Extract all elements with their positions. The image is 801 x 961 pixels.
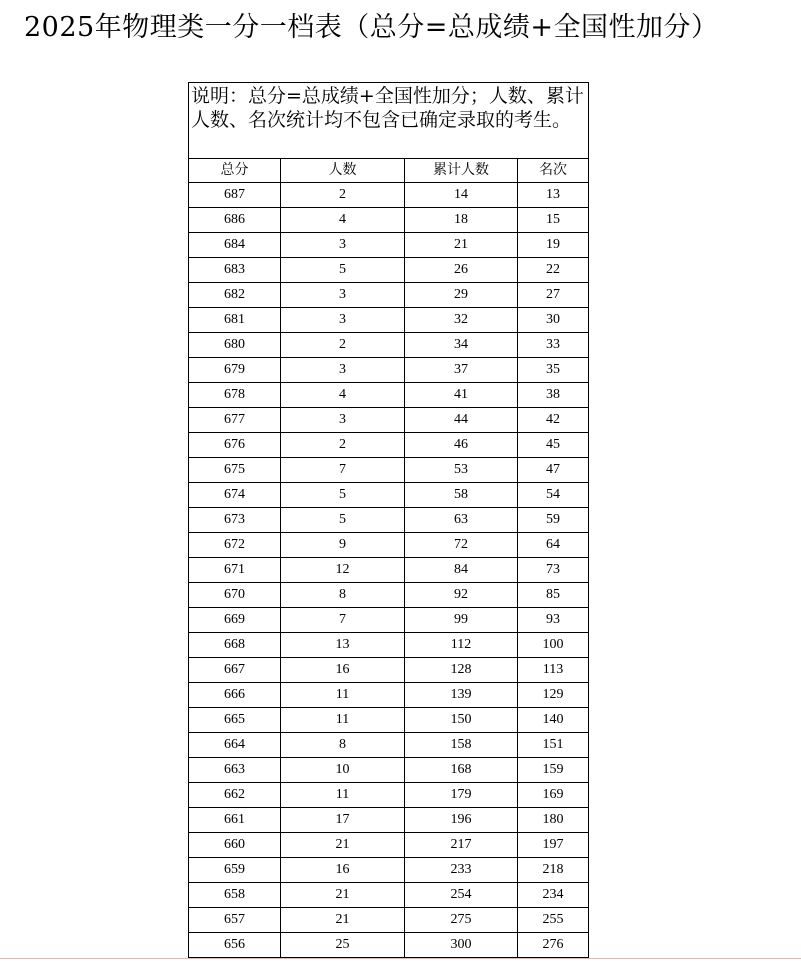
cell-count: 4 <box>281 208 405 233</box>
note-row <box>189 83 589 159</box>
cell-rank: 140 <box>518 708 589 733</box>
cell-total-score: 658 <box>189 883 281 908</box>
cell-total-score: 663 <box>189 758 281 783</box>
table-row <box>189 508 589 533</box>
cell-cumulative-count: 112 <box>405 633 518 658</box>
cell-rank: 73 <box>518 558 589 583</box>
cell-count: 5 <box>281 483 405 508</box>
cell-total-score: 687 <box>189 183 281 208</box>
cell-rank: 13 <box>518 183 589 208</box>
table-row <box>189 658 589 683</box>
cell-total-score: 678 <box>189 383 281 408</box>
cell-rank: 255 <box>518 908 589 933</box>
cell-total-score: 670 <box>189 583 281 608</box>
page-bottom-divider <box>0 958 801 959</box>
cell-count: 2 <box>281 183 405 208</box>
cell-total-score: 662 <box>189 783 281 808</box>
cell-cumulative-count: 21 <box>405 233 518 258</box>
cell-cumulative-count: 53 <box>405 458 518 483</box>
cell-cumulative-count: 72 <box>405 533 518 558</box>
table-row <box>189 908 589 933</box>
cell-rank: 159 <box>518 758 589 783</box>
cell-cumulative-count: 41 <box>405 383 518 408</box>
cell-count: 4 <box>281 383 405 408</box>
cell-total-score: 661 <box>189 808 281 833</box>
cell-rank: 45 <box>518 433 589 458</box>
header-row <box>189 159 589 183</box>
table-row <box>189 408 589 433</box>
cell-cumulative-count: 254 <box>405 883 518 908</box>
table-row <box>189 783 589 808</box>
cell-rank: 129 <box>518 683 589 708</box>
cell-cumulative-count: 150 <box>405 708 518 733</box>
cell-total-score: 665 <box>189 708 281 733</box>
cell-count: 3 <box>281 308 405 333</box>
cell-count: 3 <box>281 358 405 383</box>
cell-cumulative-count: 63 <box>405 508 518 533</box>
table-row <box>189 258 589 283</box>
cell-total-score: 683 <box>189 258 281 283</box>
cell-cumulative-count: 34 <box>405 333 518 358</box>
cell-cumulative-count: 179 <box>405 783 518 808</box>
cell-rank: 54 <box>518 483 589 508</box>
cell-total-score: 686 <box>189 208 281 233</box>
cell-total-score: 673 <box>189 508 281 533</box>
cell-cumulative-count: 196 <box>405 808 518 833</box>
cell-cumulative-count: 46 <box>405 433 518 458</box>
column-header-count: 人数 <box>281 159 405 183</box>
cell-total-score: 672 <box>189 533 281 558</box>
cell-count: 8 <box>281 583 405 608</box>
cell-count: 10 <box>281 758 405 783</box>
cell-total-score: 682 <box>189 283 281 308</box>
cell-count: 5 <box>281 258 405 283</box>
cell-rank: 38 <box>518 383 589 408</box>
table-row <box>189 858 589 883</box>
cell-cumulative-count: 275 <box>405 908 518 933</box>
cell-cumulative-count: 217 <box>405 833 518 858</box>
table-row <box>189 383 589 408</box>
cell-cumulative-count: 92 <box>405 583 518 608</box>
cell-total-score: 669 <box>189 608 281 633</box>
cell-rank: 180 <box>518 808 589 833</box>
cell-rank: 30 <box>518 308 589 333</box>
cell-rank: 59 <box>518 508 589 533</box>
cell-count: 5 <box>281 508 405 533</box>
table-row <box>189 883 589 908</box>
table-row <box>189 433 589 458</box>
cell-count: 8 <box>281 733 405 758</box>
cell-rank: 93 <box>518 608 589 633</box>
table-note: 说明：总分=总成绩+全国性加分；人数、累计人数、名次统计均不包含已确定录取的考生。 <box>189 83 589 159</box>
cell-total-score: 664 <box>189 733 281 758</box>
cell-cumulative-count: 58 <box>405 483 518 508</box>
cell-count: 21 <box>281 883 405 908</box>
column-header-rank: 名次 <box>518 159 589 183</box>
cell-rank: 64 <box>518 533 589 558</box>
table-row <box>189 608 589 633</box>
cell-rank: 276 <box>518 933 589 958</box>
cell-count: 9 <box>281 533 405 558</box>
cell-rank: 113 <box>518 658 589 683</box>
cell-total-score: 681 <box>189 308 281 333</box>
cell-count: 12 <box>281 558 405 583</box>
cell-rank: 169 <box>518 783 589 808</box>
cell-total-score: 675 <box>189 458 281 483</box>
table-body <box>189 183 589 958</box>
cell-cumulative-count: 44 <box>405 408 518 433</box>
cell-cumulative-count: 32 <box>405 308 518 333</box>
table-row <box>189 558 589 583</box>
cell-count: 3 <box>281 233 405 258</box>
cell-rank: 218 <box>518 858 589 883</box>
table-row <box>189 458 589 483</box>
cell-total-score: 679 <box>189 358 281 383</box>
cell-cumulative-count: 300 <box>405 933 518 958</box>
cell-count: 21 <box>281 908 405 933</box>
table-row <box>189 333 589 358</box>
cell-count: 7 <box>281 458 405 483</box>
cell-count: 16 <box>281 858 405 883</box>
cell-count: 2 <box>281 433 405 458</box>
cell-rank: 197 <box>518 833 589 858</box>
cell-total-score: 671 <box>189 558 281 583</box>
cell-count: 25 <box>281 933 405 958</box>
cell-count: 21 <box>281 833 405 858</box>
cell-cumulative-count: 168 <box>405 758 518 783</box>
cell-count: 16 <box>281 658 405 683</box>
cell-cumulative-count: 37 <box>405 358 518 383</box>
score-distribution-table <box>188 82 589 958</box>
cell-rank: 27 <box>518 283 589 308</box>
cell-cumulative-count: 84 <box>405 558 518 583</box>
table-row <box>189 833 589 858</box>
page-title: 2025年物理类一分一档表（总分=总成绩+全国性加分） <box>24 12 719 43</box>
cell-cumulative-count: 158 <box>405 733 518 758</box>
cell-rank: 35 <box>518 358 589 383</box>
table-row <box>189 708 589 733</box>
cell-count: 3 <box>281 283 405 308</box>
cell-rank: 85 <box>518 583 589 608</box>
cell-rank: 100 <box>518 633 589 658</box>
table-row <box>189 483 589 508</box>
table-row <box>189 358 589 383</box>
cell-total-score: 666 <box>189 683 281 708</box>
table-row <box>189 208 589 233</box>
cell-rank: 42 <box>518 408 589 433</box>
cell-cumulative-count: 26 <box>405 258 518 283</box>
cell-total-score: 684 <box>189 233 281 258</box>
column-header-cumulative-count: 累计人数 <box>405 159 518 183</box>
cell-total-score: 668 <box>189 633 281 658</box>
table-row <box>189 533 589 558</box>
table-row <box>189 183 589 208</box>
cell-count: 13 <box>281 633 405 658</box>
cell-rank: 19 <box>518 233 589 258</box>
cell-total-score: 660 <box>189 833 281 858</box>
table-row <box>189 933 589 958</box>
table-row <box>189 283 589 308</box>
table-row <box>189 683 589 708</box>
table-row <box>189 733 589 758</box>
table-row <box>189 308 589 333</box>
cell-cumulative-count: 233 <box>405 858 518 883</box>
cell-count: 11 <box>281 683 405 708</box>
cell-count: 11 <box>281 708 405 733</box>
cell-count: 7 <box>281 608 405 633</box>
cell-count: 17 <box>281 808 405 833</box>
score-table-container <box>188 82 588 958</box>
cell-total-score: 656 <box>189 933 281 958</box>
cell-count: 3 <box>281 408 405 433</box>
cell-cumulative-count: 18 <box>405 208 518 233</box>
cell-cumulative-count: 99 <box>405 608 518 633</box>
table-row <box>189 583 589 608</box>
cell-total-score: 677 <box>189 408 281 433</box>
table-row <box>189 808 589 833</box>
cell-rank: 47 <box>518 458 589 483</box>
cell-total-score: 657 <box>189 908 281 933</box>
cell-rank: 22 <box>518 258 589 283</box>
cell-rank: 15 <box>518 208 589 233</box>
cell-total-score: 674 <box>189 483 281 508</box>
cell-rank: 33 <box>518 333 589 358</box>
column-header-total-score: 总分 <box>189 159 281 183</box>
cell-total-score: 667 <box>189 658 281 683</box>
cell-total-score: 680 <box>189 333 281 358</box>
cell-cumulative-count: 14 <box>405 183 518 208</box>
table-row <box>189 233 589 258</box>
cell-rank: 151 <box>518 733 589 758</box>
table-row <box>189 633 589 658</box>
cell-total-score: 676 <box>189 433 281 458</box>
cell-rank: 234 <box>518 883 589 908</box>
cell-total-score: 659 <box>189 858 281 883</box>
cell-count: 11 <box>281 783 405 808</box>
table-row <box>189 758 589 783</box>
cell-cumulative-count: 29 <box>405 283 518 308</box>
cell-cumulative-count: 139 <box>405 683 518 708</box>
cell-cumulative-count: 128 <box>405 658 518 683</box>
cell-count: 2 <box>281 333 405 358</box>
